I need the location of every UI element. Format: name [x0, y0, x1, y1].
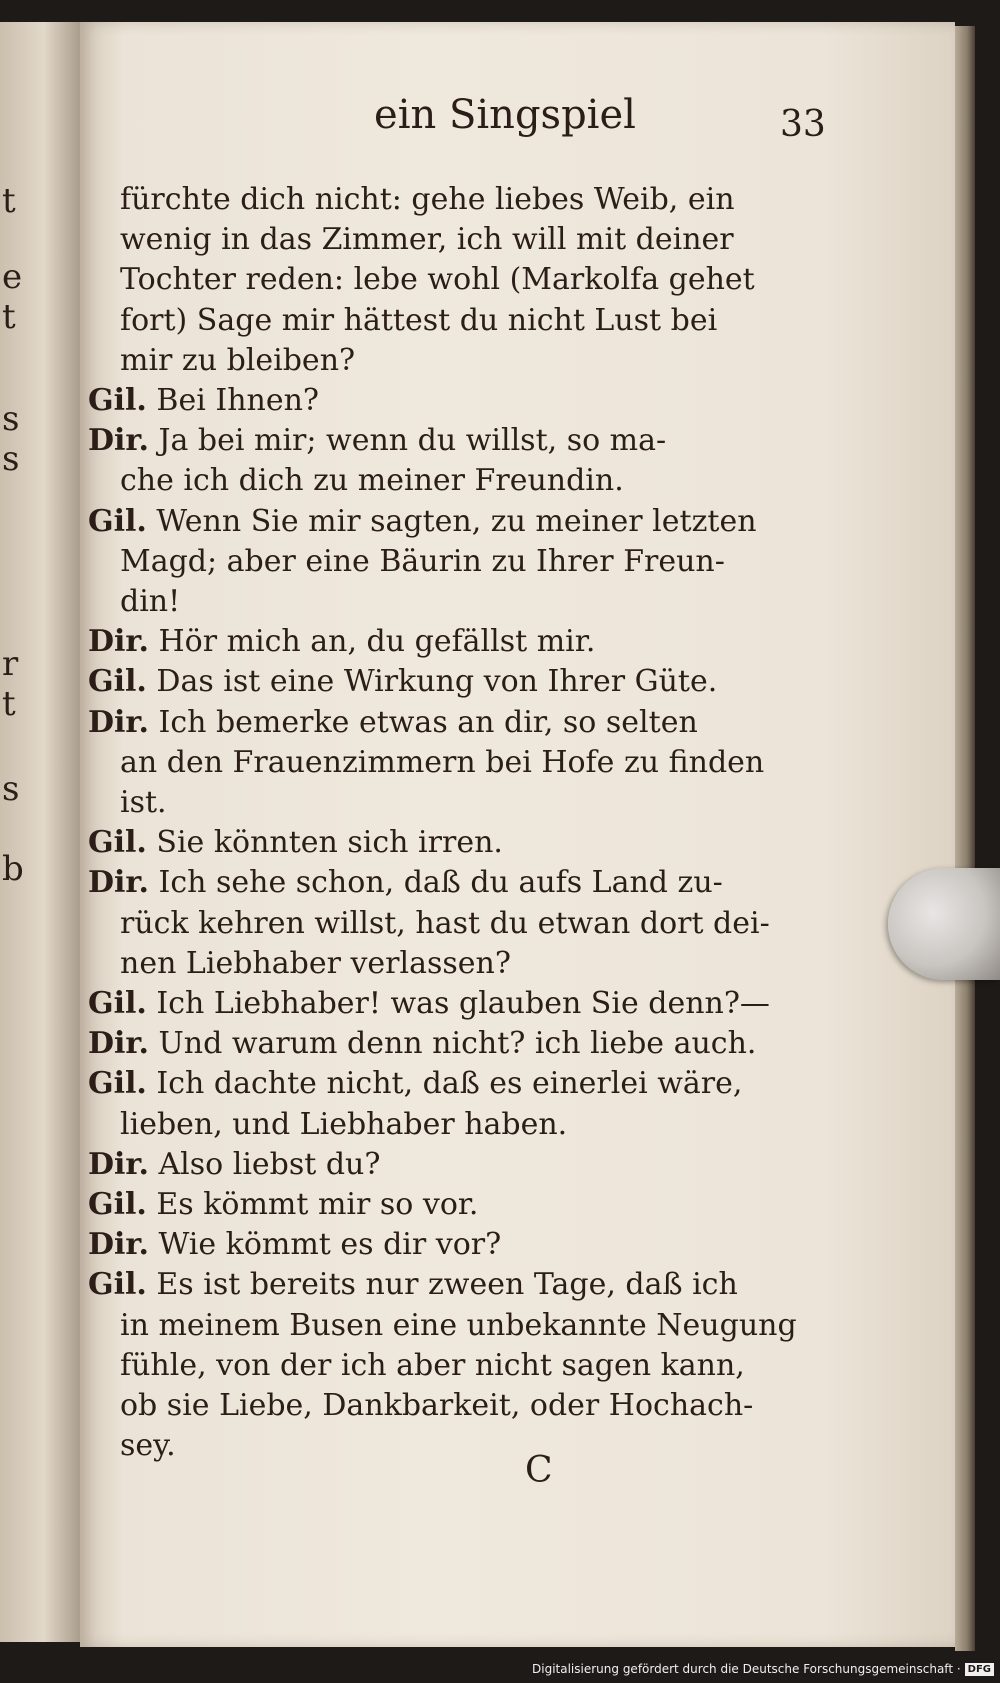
text-line [88, 863, 723, 903]
speaker-label: Dir. [88, 1026, 149, 1062]
left-page-fragment: r [2, 644, 19, 684]
line-text: ist. [120, 785, 167, 820]
line-text: in meinem Busen eine unbekannte Neugung [120, 1307, 797, 1343]
line-text: mir zu bleiben? [120, 342, 356, 378]
left-page-fragment: b [2, 849, 24, 889]
text-line [120, 341, 355, 381]
dfg-logo-icon: DFG [965, 1663, 994, 1676]
text-line [88, 1185, 478, 1225]
line-text: wenig in das Zimmer, ich will mit deiner [120, 222, 734, 258]
text-line [120, 461, 624, 501]
speaker-label: Gil. [88, 664, 147, 700]
left-page-fragment: e [2, 257, 23, 297]
line-text: Ich Liebhaber! was glauben Sie denn?— [156, 986, 770, 1021]
speaker-label: Gil. [88, 1267, 147, 1303]
left-page-fragment: t [2, 684, 16, 724]
text-line [120, 542, 725, 582]
line-text: Ich sehe schon, daß du aufs Land zu- [158, 865, 723, 901]
text-line [120, 1306, 797, 1346]
text-line [88, 1145, 380, 1185]
line-text: Also liebst du? [158, 1146, 381, 1182]
speaker-label: Gil. [88, 503, 147, 539]
line-text: Ich dachte nicht, daß es einerlei wäre, [156, 1066, 743, 1102]
line-text: che ich dich zu meiner Freundin. [120, 463, 624, 499]
signature-mark: C [525, 1450, 553, 1491]
left-page-fragment: s [2, 439, 20, 479]
text-line [120, 1386, 753, 1426]
line-text: sey. [120, 1428, 176, 1464]
line-text: Das ist eine Wirkung von Ihrer Güte. [156, 664, 718, 700]
text-line [88, 622, 595, 662]
line-text: fort) Sage mir hättest du nicht Lust bei [120, 302, 718, 338]
text-line [120, 944, 511, 984]
text-line [88, 823, 503, 863]
speaker-label: Dir. [88, 704, 149, 740]
line-text: Bei Ihnen? [156, 383, 319, 418]
line-text: rück kehren willst, hast du etwan dort dei- [120, 905, 770, 941]
line-text: Und warum denn nicht? ich liebe auch. [158, 1026, 757, 1062]
speaker-label: Gil. [88, 1066, 147, 1102]
line-text: fühle, von der ich aber nicht sagen kann, [120, 1347, 745, 1383]
line-text: Wenn Sie mir sagten, zu meiner letzten [156, 503, 757, 539]
text-line [120, 743, 764, 783]
left-page-fragment: t [2, 297, 16, 337]
page-edge [955, 26, 975, 1651]
line-text: Tochter reden: lebe wohl (Markolfa gehet [120, 262, 755, 298]
line-text: Magd; aber eine Bäurin zu Ihrer Freun- [120, 543, 725, 579]
speaker-label: Gil. [88, 383, 147, 418]
line-text: din! [120, 584, 181, 619]
line-text: an den Frauenzimmern bei Hofe zu finden [120, 744, 765, 780]
line-text: ob sie Liebe, Dankbarkeit, oder Hochach- [120, 1388, 754, 1423]
speaker-label: Gil. [88, 825, 147, 861]
text-line [88, 1225, 501, 1265]
text-line [120, 783, 167, 823]
text-line [88, 703, 698, 743]
text-line [88, 662, 717, 702]
text-line [88, 502, 757, 542]
text-line [120, 260, 755, 300]
text-line [120, 1346, 745, 1386]
line-text: Sie könnten sich irren. [156, 825, 503, 861]
line-text: Ich bemerke etwas an dir, so selten [158, 704, 698, 740]
text-line [88, 1024, 756, 1064]
line-text: Wie kömmt es dir vor? [158, 1227, 502, 1263]
speaker-label: Dir. [88, 1146, 149, 1182]
speaker-label: Gil. [88, 986, 147, 1021]
line-text: Es kömmt mir so vor. [156, 1187, 479, 1222]
text-line [120, 220, 734, 260]
left-page-fragment: s [2, 399, 20, 439]
speaker-label: Dir. [88, 865, 149, 901]
text-line [120, 582, 180, 622]
speaker-label: Dir. [88, 423, 149, 459]
line-text: Es ist bereits nur zween Tage, daß ich [156, 1267, 738, 1303]
left-page [0, 22, 80, 1642]
text-line [88, 421, 666, 461]
text-line [88, 381, 319, 421]
speaker-label: Dir. [88, 624, 149, 660]
page-number: 33 [780, 104, 826, 145]
text-line [88, 1064, 742, 1104]
text-line [120, 1105, 567, 1145]
footer-credit: Digitalisierung gefördert durch die Deutsche Forschungsgemeinschaft · [532, 1662, 961, 1676]
text-line [120, 904, 770, 944]
text-line [88, 1265, 738, 1305]
text-line [120, 301, 717, 341]
page-header [80, 92, 955, 152]
page-turn-handle[interactable] [888, 868, 1000, 980]
left-page-fragment: s [2, 769, 20, 809]
text-line [120, 180, 735, 220]
text-line [120, 1426, 176, 1466]
line-text: Hör mich an, du gefällst mir. [158, 624, 596, 660]
line-text: lieben, und Liebhaber haben. [120, 1106, 568, 1142]
line-text: nen Liebhaber verlassen? [120, 945, 511, 981]
line-text: Ja bei mir; wenn du willst, so ma- [158, 423, 667, 459]
speaker-label: Dir. [88, 1227, 149, 1263]
line-text: fürchte dich nicht: gehe liebes Weib, ein [120, 182, 735, 217]
footer [532, 1659, 994, 1679]
running-title: ein Singspiel [374, 92, 636, 138]
left-page-fragment: t [2, 181, 16, 221]
text-line [88, 984, 770, 1024]
speaker-label: Gil. [88, 1187, 147, 1222]
